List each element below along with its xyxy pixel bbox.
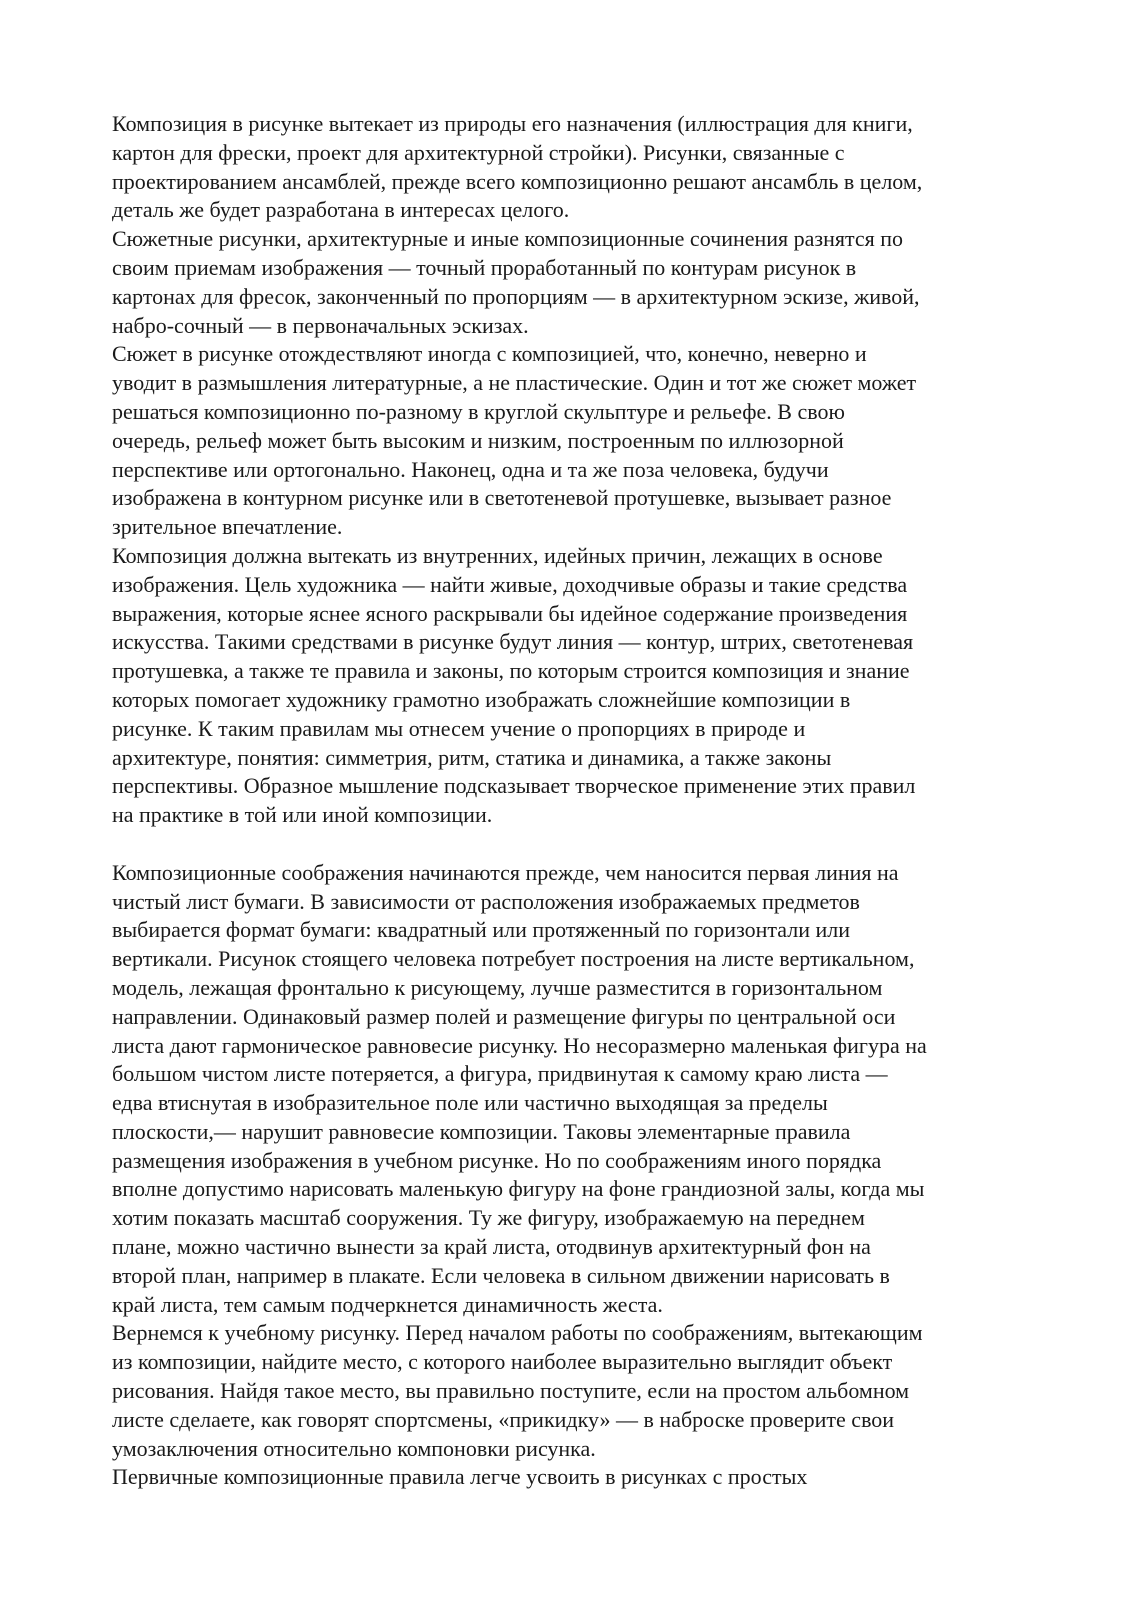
text-line: чистый лист бумаги. В зависимости от расположения изображаемых предметов: [112, 888, 860, 914]
text-line: размещения изображения в учебном рисунке. Но по соображениям иного порядка: [112, 1147, 882, 1173]
text-line: рисунке. К таким правилам мы отнесем учение о пропорциях в природе и: [112, 715, 806, 741]
text-line: искусства. Такими средствами в рисунке будут линия — контур, штрих, светотеневая: [112, 629, 914, 655]
text-line: из композиции, найдите место, с которого наиболее выразительно выглядит объект: [112, 1349, 893, 1375]
text-line: модель, лежащая фронтально к рисующему, лучше разместится в горизонтальном: [112, 974, 883, 1000]
text-line: набро-сочный — в первоначальных эскизах.: [112, 312, 529, 338]
text-line: проектированием ансамблей, прежде всего композиционно решают ансамбль в целом,: [112, 168, 923, 194]
text-line: направлении. Одинаковый размер полей и размещение фигуры по центральной оси: [112, 1003, 896, 1029]
text-line: листе сделаете, как говорят спортсмены, «прикидку» — в наброске проверите свои: [112, 1406, 895, 1432]
text-line: картонах для фресок, законченный по пропорциям — в архитектурном эскизе, живой,: [112, 283, 920, 309]
text-line: большом чистом листе потеряется, а фигура, придвинутая к самому краю листа —: [112, 1061, 888, 1087]
text-line: перспективы. Образное мышление подсказывает творческое применение этих правил: [112, 773, 916, 799]
text-line: перспективе или ортогонально. Наконец, одна и та же поза человека, будучи: [112, 456, 829, 482]
text-line: плоскости,— нарушит равновесие композиции. Таковы элементарные правила: [112, 1118, 851, 1144]
text-line: Композиция должна вытекать из внутренних, идейных причин, лежащих в основе: [112, 542, 883, 568]
text-line: архитектуре, понятия: симметрия, ритм, статика и динамика, а также законы: [112, 744, 832, 770]
text-line: зрительное впечатление.: [112, 514, 343, 540]
text-line: едва втиснутая в изобразительное поле или частично выходящая за пределы: [112, 1090, 828, 1116]
text-line: умозаключения относительно компоновки рисунка.: [112, 1435, 596, 1461]
text-line: листа дают гармоническое равновесие рисунку. Но несоразмерно маленькая фигура на: [112, 1032, 927, 1058]
text-line: Композиция в рисунке вытекает из природы его назначения (иллюстрация для книги,: [112, 111, 913, 136]
text-line: рисования. Найдя такое место, вы правильно поступите, если на простом альбомном: [112, 1378, 910, 1404]
text-line: протушевка, а также те правила и законы, по которым строится композиция и знание: [112, 658, 910, 684]
text-line: Сюжет в рисунке отождествляют иногда с композицией, что, конечно, неверно и: [112, 341, 867, 367]
text-line: картон для фрески, проект для архитектурной стройки). Рисунки, связанные с: [112, 139, 845, 165]
text-line: изображена в контурном рисунке или в светотеневой протушевке, вызывает разное: [112, 485, 892, 511]
text-line: хотим показать масштаб сооружения. Ту же фигуру, изображаемую на переднем: [112, 1205, 865, 1231]
text-line: второй план, например в плакате. Если человека в сильном движении нарисовать в: [112, 1262, 890, 1288]
text-line: очередь, рельеф может быть высоким и низким, построенным по иллюзорной: [112, 427, 844, 453]
text-line: вертикали. Рисунок стоящего человека потребует построения на листе вертикальном,: [112, 946, 915, 972]
document-page: [112, 110, 1042, 1492]
text-line: плане, можно частично вынести за край листа, отодвинув архитектурный фон на: [112, 1234, 871, 1260]
text-line: на практике в той или иной композиции.: [112, 802, 493, 828]
text-line: деталь же будет разработана в интересах целого.: [112, 197, 570, 223]
text-line: Вернемся к учебному рисунку. Перед началом работы по соображениям, вытекающим: [112, 1320, 923, 1346]
text-line: Сюжетные рисунки, архитектурные и иные композиционные сочинения разнятся по: [112, 226, 904, 252]
text-line: Первичные композиционные правила легче усвоить в рисунках с простых: [112, 1464, 808, 1490]
text-line: изображения. Цель художника — найти живые, доходчивые образы и такие средства: [112, 571, 908, 597]
text-line: выражения, которые яснее ясного раскрывали бы идейное содержание произведения: [112, 600, 908, 626]
text-line: своим приемам изображения — точный проработанный по контурам рисунок в: [112, 254, 857, 280]
text-line: край листа, тем самым подчеркнется динамичность жеста.: [112, 1291, 663, 1317]
text-line: выбирается формат бумаги: квадратный или протяженный по горизонтали или: [112, 917, 851, 943]
text-line: которых помогает художнику грамотно изображать сложнейшие композиции в: [112, 686, 851, 712]
text-line: Композиционные соображения начинаются прежде, чем наносится первая линия на: [112, 859, 899, 885]
paragraph-gap: [112, 830, 1042, 859]
text-line: вполне допустимо нарисовать маленькую фигуру на фоне грандиозной залы, когда мы: [112, 1176, 925, 1202]
text-line: уводит в размышления литературные, а не пластические. Один и тот же сюжет может: [112, 370, 917, 396]
text-line: решаться композиционно по-разному в круглой скульптуре и рельефе. В свою: [112, 398, 845, 424]
